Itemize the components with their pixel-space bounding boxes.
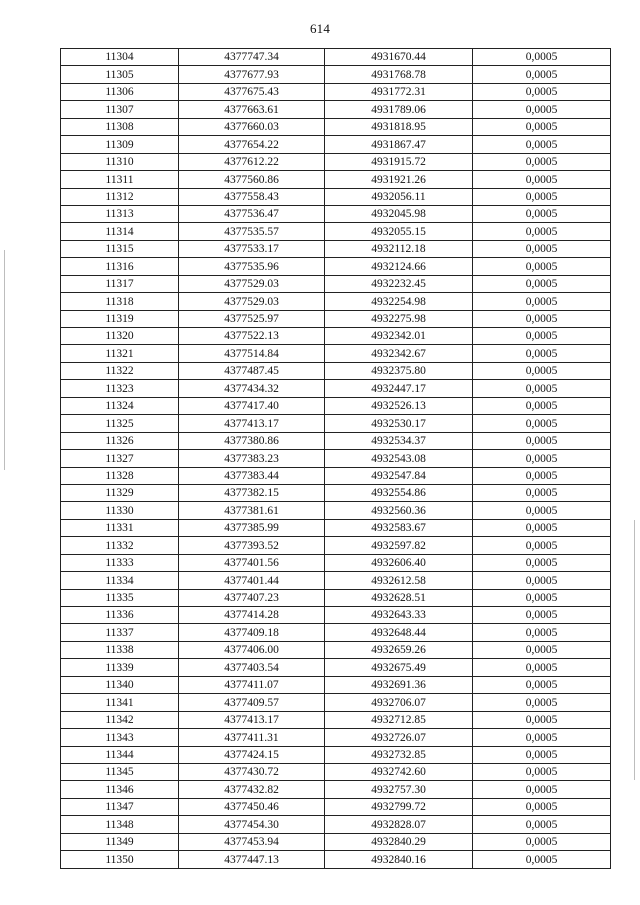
x-coordinate-cell: 4377430.72	[179, 763, 325, 780]
table-row	[61, 607, 611, 624]
error-value-cell: 0,0005	[473, 101, 611, 118]
point-number-cell: 11315	[61, 240, 179, 257]
y-coordinate-cell: 4932560.36	[325, 502, 473, 519]
x-coordinate-cell: 4377417.40	[179, 397, 325, 414]
y-coordinate-cell: 4932726.07	[325, 729, 473, 746]
x-coordinate-cell: 4377675.43	[179, 83, 325, 100]
error-value-cell: 0,0005	[473, 659, 611, 676]
y-coordinate-cell: 4932124.66	[325, 258, 473, 275]
table-row	[61, 572, 611, 589]
point-number-cell: 11332	[61, 537, 179, 554]
table-row	[61, 345, 611, 362]
error-value-cell: 0,0005	[473, 763, 611, 780]
error-value-cell: 0,0005	[473, 467, 611, 484]
point-number-cell: 11341	[61, 694, 179, 711]
error-value-cell: 0,0005	[473, 676, 611, 693]
y-coordinate-cell: 4932530.17	[325, 415, 473, 432]
x-coordinate-cell: 4377383.23	[179, 450, 325, 467]
y-coordinate-cell: 4932534.37	[325, 432, 473, 449]
y-coordinate-cell: 4932597.82	[325, 537, 473, 554]
point-number-cell: 11306	[61, 83, 179, 100]
error-value-cell: 0,0005	[473, 450, 611, 467]
point-number-cell: 11312	[61, 188, 179, 205]
table-row	[61, 589, 611, 606]
point-number-cell: 11328	[61, 467, 179, 484]
point-number-cell: 11342	[61, 711, 179, 728]
error-value-cell: 0,0005	[473, 171, 611, 188]
table-row	[61, 118, 611, 135]
y-coordinate-cell: 4932056.11	[325, 188, 473, 205]
error-value-cell: 0,0005	[473, 851, 611, 868]
x-coordinate-cell: 4377453.94	[179, 833, 325, 850]
table-row	[61, 380, 611, 397]
y-coordinate-cell: 4932232.45	[325, 275, 473, 292]
x-coordinate-cell: 4377535.96	[179, 258, 325, 275]
x-coordinate-cell: 4377522.13	[179, 328, 325, 345]
point-number-cell: 11327	[61, 450, 179, 467]
coordinates-table-container	[60, 48, 611, 869]
table-row	[61, 641, 611, 658]
error-value-cell: 0,0005	[473, 415, 611, 432]
table-row	[61, 851, 611, 868]
table-row	[61, 694, 611, 711]
y-coordinate-cell: 4932648.44	[325, 624, 473, 641]
error-value-cell: 0,0005	[473, 328, 611, 345]
table-row	[61, 816, 611, 833]
error-value-cell: 0,0005	[473, 49, 611, 66]
table-row	[61, 188, 611, 205]
point-number-cell: 11317	[61, 275, 179, 292]
table-row	[61, 415, 611, 432]
point-number-cell: 11324	[61, 397, 179, 414]
table-row	[61, 554, 611, 571]
error-value-cell: 0,0005	[473, 729, 611, 746]
x-coordinate-cell: 4377454.30	[179, 816, 325, 833]
point-number-cell: 11344	[61, 746, 179, 763]
y-coordinate-cell: 4932554.86	[325, 484, 473, 501]
table-row	[61, 293, 611, 310]
table-row	[61, 171, 611, 188]
error-value-cell: 0,0005	[473, 798, 611, 815]
error-value-cell: 0,0005	[473, 432, 611, 449]
x-coordinate-cell: 4377432.82	[179, 781, 325, 798]
error-value-cell: 0,0005	[473, 607, 611, 624]
x-coordinate-cell: 4377529.03	[179, 293, 325, 310]
y-coordinate-cell: 4932691.36	[325, 676, 473, 693]
y-coordinate-cell: 4932526.13	[325, 397, 473, 414]
y-coordinate-cell: 4932732.85	[325, 746, 473, 763]
point-number-cell: 11349	[61, 833, 179, 850]
point-number-cell: 11343	[61, 729, 179, 746]
x-coordinate-cell: 4377393.52	[179, 537, 325, 554]
x-coordinate-cell: 4377487.45	[179, 362, 325, 379]
point-number-cell: 11319	[61, 310, 179, 327]
x-coordinate-cell: 4377536.47	[179, 205, 325, 222]
y-coordinate-cell: 4931915.72	[325, 153, 473, 170]
point-number-cell: 11305	[61, 66, 179, 83]
point-number-cell: 11321	[61, 345, 179, 362]
y-coordinate-cell: 4932675.49	[325, 659, 473, 676]
y-coordinate-cell: 4932643.33	[325, 607, 473, 624]
point-number-cell: 11320	[61, 328, 179, 345]
error-value-cell: 0,0005	[473, 537, 611, 554]
table-row	[61, 240, 611, 257]
error-value-cell: 0,0005	[473, 484, 611, 501]
x-coordinate-cell: 4377663.61	[179, 101, 325, 118]
error-value-cell: 0,0005	[473, 345, 611, 362]
y-coordinate-cell: 4932254.98	[325, 293, 473, 310]
table-row	[61, 397, 611, 414]
y-coordinate-cell: 4931772.31	[325, 83, 473, 100]
y-coordinate-cell: 4931867.47	[325, 136, 473, 153]
error-value-cell: 0,0005	[473, 66, 611, 83]
x-coordinate-cell: 4377529.03	[179, 275, 325, 292]
table-row	[61, 659, 611, 676]
table-row	[61, 798, 611, 815]
table-row	[61, 66, 611, 83]
table-row	[61, 781, 611, 798]
table-row	[61, 101, 611, 118]
y-coordinate-cell: 4931921.26	[325, 171, 473, 188]
table-row	[61, 83, 611, 100]
error-value-cell: 0,0005	[473, 118, 611, 135]
x-coordinate-cell: 4377424.15	[179, 746, 325, 763]
point-number-cell: 11310	[61, 153, 179, 170]
x-coordinate-cell: 4377413.17	[179, 415, 325, 432]
y-coordinate-cell: 4932547.84	[325, 467, 473, 484]
y-coordinate-cell: 4932840.29	[325, 833, 473, 850]
error-value-cell: 0,0005	[473, 83, 611, 100]
error-value-cell: 0,0005	[473, 258, 611, 275]
x-coordinate-cell: 4377677.93	[179, 66, 325, 83]
point-number-cell: 11337	[61, 624, 179, 641]
y-coordinate-cell: 4932055.15	[325, 223, 473, 240]
error-value-cell: 0,0005	[473, 833, 611, 850]
scan-edge-mark	[634, 520, 635, 780]
error-value-cell: 0,0005	[473, 624, 611, 641]
point-number-cell: 11322	[61, 362, 179, 379]
y-coordinate-cell: 4932742.60	[325, 763, 473, 780]
x-coordinate-cell: 4377434.32	[179, 380, 325, 397]
x-coordinate-cell: 4377409.57	[179, 694, 325, 711]
x-coordinate-cell: 4377403.54	[179, 659, 325, 676]
point-number-cell: 11307	[61, 101, 179, 118]
point-number-cell: 11336	[61, 607, 179, 624]
error-value-cell: 0,0005	[473, 205, 611, 222]
x-coordinate-cell: 4377560.86	[179, 171, 325, 188]
x-coordinate-cell: 4377380.86	[179, 432, 325, 449]
y-coordinate-cell: 4932342.67	[325, 345, 473, 362]
point-number-cell: 11350	[61, 851, 179, 868]
y-coordinate-cell: 4932757.30	[325, 781, 473, 798]
error-value-cell: 0,0005	[473, 362, 611, 379]
point-number-cell: 11339	[61, 659, 179, 676]
x-coordinate-cell: 4377381.61	[179, 502, 325, 519]
point-number-cell: 11314	[61, 223, 179, 240]
x-coordinate-cell: 4377414.28	[179, 607, 325, 624]
x-coordinate-cell: 4377409.18	[179, 624, 325, 641]
y-coordinate-cell: 4932612.58	[325, 572, 473, 589]
x-coordinate-cell: 4377450.46	[179, 798, 325, 815]
y-coordinate-cell: 4931789.06	[325, 101, 473, 118]
table-row	[61, 502, 611, 519]
table-row	[61, 467, 611, 484]
error-value-cell: 0,0005	[473, 293, 611, 310]
x-coordinate-cell: 4377406.00	[179, 641, 325, 658]
error-value-cell: 0,0005	[473, 136, 611, 153]
x-coordinate-cell: 4377525.97	[179, 310, 325, 327]
table-row	[61, 624, 611, 641]
point-number-cell: 11309	[61, 136, 179, 153]
x-coordinate-cell: 4377411.31	[179, 729, 325, 746]
x-coordinate-cell: 4377401.56	[179, 554, 325, 571]
table-row	[61, 205, 611, 222]
error-value-cell: 0,0005	[473, 275, 611, 292]
error-value-cell: 0,0005	[473, 310, 611, 327]
error-value-cell: 0,0005	[473, 781, 611, 798]
y-coordinate-cell: 4932543.08	[325, 450, 473, 467]
point-number-cell: 11318	[61, 293, 179, 310]
y-coordinate-cell: 4931670.44	[325, 49, 473, 66]
point-number-cell: 11325	[61, 415, 179, 432]
table-row	[61, 153, 611, 170]
page-number: 614	[309, 21, 331, 36]
x-coordinate-cell: 4377401.44	[179, 572, 325, 589]
point-number-cell: 11334	[61, 572, 179, 589]
x-coordinate-cell: 4377654.22	[179, 136, 325, 153]
error-value-cell: 0,0005	[473, 397, 611, 414]
y-coordinate-cell: 4932112.18	[325, 240, 473, 257]
table-row	[61, 223, 611, 240]
point-number-cell: 11348	[61, 816, 179, 833]
x-coordinate-cell: 4377407.23	[179, 589, 325, 606]
x-coordinate-cell: 4377558.43	[179, 188, 325, 205]
error-value-cell: 0,0005	[473, 240, 611, 257]
point-number-cell: 11340	[61, 676, 179, 693]
error-value-cell: 0,0005	[473, 502, 611, 519]
point-number-cell: 11326	[61, 432, 179, 449]
y-coordinate-cell: 4932706.07	[325, 694, 473, 711]
y-coordinate-cell: 4932583.67	[325, 519, 473, 536]
table-row	[61, 484, 611, 501]
x-coordinate-cell: 4377533.17	[179, 240, 325, 257]
x-coordinate-cell: 4377447.13	[179, 851, 325, 868]
scan-edge-mark	[4, 250, 5, 470]
point-number-cell: 11313	[61, 205, 179, 222]
y-coordinate-cell: 4932447.17	[325, 380, 473, 397]
table-row	[61, 362, 611, 379]
table-row	[61, 310, 611, 327]
error-value-cell: 0,0005	[473, 153, 611, 170]
table-row	[61, 676, 611, 693]
table-row	[61, 450, 611, 467]
error-value-cell: 0,0005	[473, 188, 611, 205]
table-row	[61, 328, 611, 345]
y-coordinate-cell: 4932628.51	[325, 589, 473, 606]
point-number-cell: 11346	[61, 781, 179, 798]
error-value-cell: 0,0005	[473, 554, 611, 571]
x-coordinate-cell: 4377413.17	[179, 711, 325, 728]
point-number-cell: 11329	[61, 484, 179, 501]
x-coordinate-cell: 4377382.15	[179, 484, 325, 501]
y-coordinate-cell: 4932045.98	[325, 205, 473, 222]
table-row	[61, 519, 611, 536]
table-row	[61, 275, 611, 292]
error-value-cell: 0,0005	[473, 746, 611, 763]
error-value-cell: 0,0005	[473, 711, 611, 728]
y-coordinate-cell: 4932799.72	[325, 798, 473, 815]
y-coordinate-cell: 4932606.40	[325, 554, 473, 571]
error-value-cell: 0,0005	[473, 223, 611, 240]
error-value-cell: 0,0005	[473, 694, 611, 711]
table-row	[61, 537, 611, 554]
x-coordinate-cell: 4377385.99	[179, 519, 325, 536]
x-coordinate-cell: 4377383.44	[179, 467, 325, 484]
y-coordinate-cell: 4932659.26	[325, 641, 473, 658]
point-number-cell: 11316	[61, 258, 179, 275]
table-row	[61, 729, 611, 746]
y-coordinate-cell: 4932275.98	[325, 310, 473, 327]
coordinates-table-body	[61, 49, 611, 869]
point-number-cell: 11333	[61, 554, 179, 571]
x-coordinate-cell: 4377660.03	[179, 118, 325, 135]
point-number-cell: 11338	[61, 641, 179, 658]
error-value-cell: 0,0005	[473, 572, 611, 589]
error-value-cell: 0,0005	[473, 519, 611, 536]
table-row	[61, 49, 611, 66]
point-number-cell: 11308	[61, 118, 179, 135]
y-coordinate-cell: 4932375.80	[325, 362, 473, 379]
point-number-cell: 11311	[61, 171, 179, 188]
point-number-cell: 11304	[61, 49, 179, 66]
point-number-cell: 11323	[61, 380, 179, 397]
table-row	[61, 746, 611, 763]
table-row	[61, 258, 611, 275]
y-coordinate-cell: 4931768.78	[325, 66, 473, 83]
point-number-cell: 11330	[61, 502, 179, 519]
table-row	[61, 763, 611, 780]
x-coordinate-cell: 4377535.57	[179, 223, 325, 240]
point-number-cell: 11347	[61, 798, 179, 815]
y-coordinate-cell: 4932840.16	[325, 851, 473, 868]
point-number-cell: 11335	[61, 589, 179, 606]
y-coordinate-cell: 4932342.01	[325, 328, 473, 345]
x-coordinate-cell: 4377612.22	[179, 153, 325, 170]
y-coordinate-cell: 4932828.07	[325, 816, 473, 833]
table-row	[61, 432, 611, 449]
x-coordinate-cell: 4377747.34	[179, 49, 325, 66]
error-value-cell: 0,0005	[473, 589, 611, 606]
y-coordinate-cell: 4932712.85	[325, 711, 473, 728]
coordinates-table	[60, 48, 611, 869]
x-coordinate-cell: 4377514.84	[179, 345, 325, 362]
table-row	[61, 711, 611, 728]
error-value-cell: 0,0005	[473, 380, 611, 397]
point-number-cell: 11331	[61, 519, 179, 536]
y-coordinate-cell: 4931818.95	[325, 118, 473, 135]
error-value-cell: 0,0005	[473, 641, 611, 658]
error-value-cell: 0,0005	[473, 816, 611, 833]
point-number-cell: 11345	[61, 763, 179, 780]
x-coordinate-cell: 4377411.07	[179, 676, 325, 693]
table-row	[61, 136, 611, 153]
table-row	[61, 833, 611, 850]
